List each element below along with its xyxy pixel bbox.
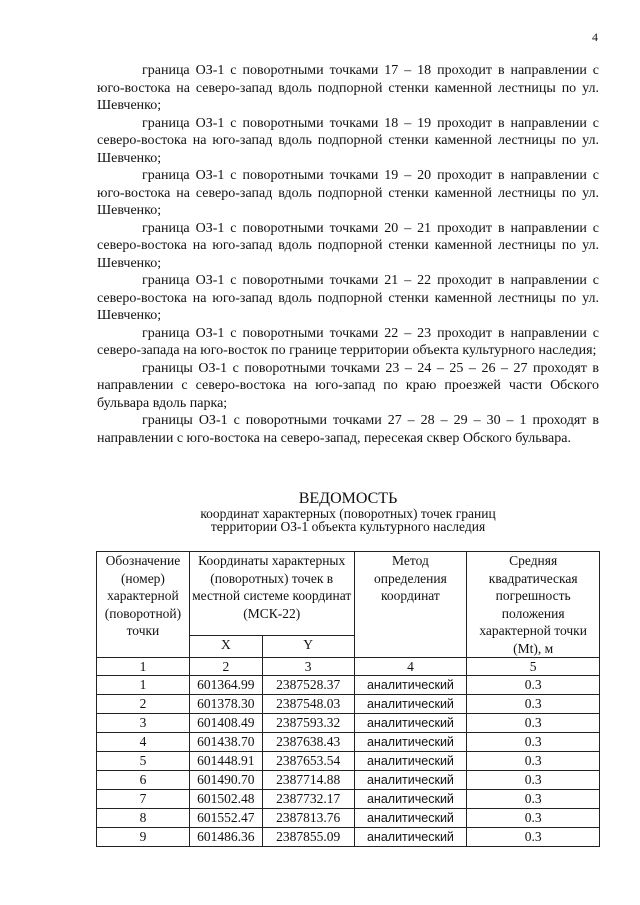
table-row	[97, 790, 600, 809]
header-y: Y	[262, 636, 354, 658]
coordinates-table	[96, 551, 600, 847]
cell-point-number: 1	[97, 676, 190, 695]
cell-x: 601448.91	[189, 752, 262, 771]
cell-x: 601486.36	[189, 828, 262, 847]
table-title-block	[97, 491, 599, 533]
cell-method: аналитический	[354, 733, 467, 752]
header-coordinates: Координаты характерных (поворотных) точек в местной системе координат (МСК-22)	[189, 552, 354, 636]
cell-mt: 0.3	[467, 771, 600, 790]
cell-x: 601364.99	[189, 676, 262, 695]
paragraph: граница ОЗ-1 с поворотными точками 17 – 18 проходит в направлении с юго-востока на северо-запад вдоль подпорной стенки каменной лестницы по ул. Шевченко;	[97, 63, 599, 113]
paragraph: граница ОЗ-1 с поворотными точками 19 – 20 проходит в направлении с юго-востока на северо-запад вдоль подпорной стенки каменной лестницы по ул. Шевченко;	[97, 168, 599, 218]
table-body	[97, 676, 600, 847]
column-number: 1	[97, 658, 190, 676]
cell-mt: 0.3	[467, 809, 600, 828]
cell-point-number: 6	[97, 771, 190, 790]
cell-y: 2387528.37	[262, 676, 354, 695]
table-row	[97, 733, 600, 752]
cell-method: аналитический	[354, 676, 467, 695]
column-number: 5	[467, 658, 600, 676]
column-number: 3	[262, 658, 354, 676]
cell-mt: 0.3	[467, 733, 600, 752]
cell-point-number: 8	[97, 809, 190, 828]
cell-mt: 0.3	[467, 790, 600, 809]
header-error: Средняя квадратическая погрешность положения характерной точки (Mt), м	[467, 552, 600, 658]
cell-x: 601502.48	[189, 790, 262, 809]
cell-y: 2387593.32	[262, 714, 354, 733]
cell-method: аналитический	[354, 828, 467, 847]
cell-point-number: 2	[97, 695, 190, 714]
cell-point-number: 3	[97, 714, 190, 733]
cell-point-number: 7	[97, 790, 190, 809]
body-text	[97, 62, 599, 447]
table-title: ВЕДОМОСТЬ	[298, 490, 398, 507]
cell-mt: 0.3	[467, 695, 600, 714]
cell-x: 601490.70	[189, 771, 262, 790]
cell-method: аналитический	[354, 809, 467, 828]
cell-x: 601378.30	[189, 695, 262, 714]
cell-method: аналитический	[354, 771, 467, 790]
paragraph: граница ОЗ-1 с поворотными точками 21 – 22 проходит в направлении с северо-востока на юго-запад вдоль подпорной стенки каменной лестницы по ул. Шевченко;	[97, 273, 599, 323]
cell-mt: 0.3	[467, 752, 600, 771]
column-number: 4	[354, 658, 467, 676]
cell-y: 2387732.17	[262, 790, 354, 809]
cell-method: аналитический	[354, 695, 467, 714]
cell-point-number: 5	[97, 752, 190, 771]
table-row	[97, 695, 600, 714]
header-method: Метод определения координат	[354, 552, 467, 658]
cell-method: аналитический	[354, 714, 467, 733]
table-row	[97, 828, 600, 847]
column-number: 2	[189, 658, 262, 676]
paragraph: границы ОЗ-1 с поворотными точками 23 – 24 – 25 – 26 – 27 проходят в направлении с северо-востока на юго-запад по краю проезжей части Обского бульвара вдоль парка;	[97, 360, 599, 411]
table-subtitle-line-1: координат характерных (поворотных) точек границ	[200, 506, 496, 521]
table-subtitle-line-2: территории ОЗ-1 объекта культурного наследия	[210, 519, 486, 534]
cell-y: 2387653.54	[262, 752, 354, 771]
table-row	[97, 809, 600, 828]
paragraph: граница ОЗ-1 с поворотными точками 20 – 21 проходит в направлении с северо-востока на юго-запад вдоль подпорной стенки каменной лестницы по ул. Шевченко;	[97, 220, 599, 271]
cell-y: 2387548.03	[262, 695, 354, 714]
table-row	[97, 676, 600, 695]
cell-method: аналитический	[354, 752, 467, 771]
cell-point-number: 9	[97, 828, 190, 847]
cell-point-number: 4	[97, 733, 190, 752]
table-row	[97, 771, 600, 790]
cell-y: 2387714.88	[262, 771, 354, 790]
cell-mt: 0.3	[467, 828, 600, 847]
cell-y: 2387638.43	[262, 733, 354, 752]
cell-x: 601552.47	[189, 809, 262, 828]
cell-y: 2387855.09	[262, 828, 354, 847]
page-number: 4	[592, 30, 598, 44]
table-row	[97, 714, 600, 733]
cell-x: 601408.49	[189, 714, 262, 733]
paragraph: границы ОЗ-1 с поворотными точками 27 – 28 – 29 – 30 – 1 проходят в направлении с юго-востока на северо-запад, пересекая сквер Обского бульвара.	[97, 413, 599, 446]
header-x: X	[189, 636, 262, 658]
table-row	[97, 752, 600, 771]
paragraph: граница ОЗ-1 с поворотными точками 22 – 23 проходит в направлении с северо-запада на юго-восток по границе территории объекта культурного наследия;	[97, 325, 599, 358]
cell-mt: 0.3	[467, 714, 600, 733]
header-designation: Обозначение (номер) характерной (поворотной) точки	[97, 552, 190, 658]
cell-x: 601438.70	[189, 733, 262, 752]
cell-mt: 0.3	[467, 676, 600, 695]
paragraph: граница ОЗ-1 с поворотными точками 18 – 19 проходит в направлении с северо-востока на юго-запад вдоль подпорной стенки каменной лестницы по ул. Шевченко;	[97, 115, 599, 166]
cell-method: аналитический	[354, 790, 467, 809]
cell-y: 2387813.76	[262, 809, 354, 828]
